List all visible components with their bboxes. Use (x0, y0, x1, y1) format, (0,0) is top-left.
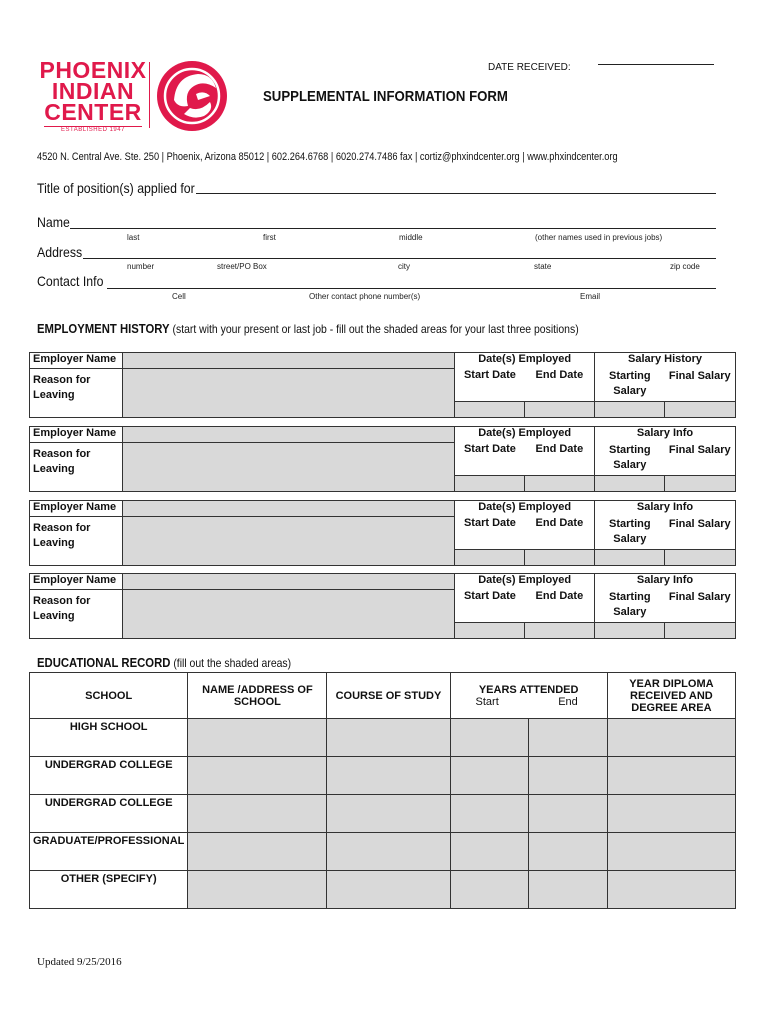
employer-name-field[interactable] (122, 501, 454, 517)
address-field[interactable] (83, 258, 716, 259)
employment-note: (start with your present or last job - fill out the shaded areas for your last three positions) (169, 322, 579, 336)
employer-name-field[interactable] (122, 427, 454, 443)
date-received-field[interactable] (598, 64, 714, 65)
education-heading-row (37, 655, 291, 670)
education-row (30, 871, 736, 909)
address-sub-city: city (398, 262, 410, 271)
start-date-label: Start Date (455, 369, 525, 402)
col-years-label: YEARS ATTENDED (478, 683, 579, 696)
address-label: Address (37, 244, 83, 260)
start-date-field[interactable] (455, 622, 525, 638)
contact-line: 4520 N. Central Ave. Ste. 250 | Phoenix, Arizona 85012 | 602.264.6768 | 6020.274.7486 fax | cortiz@phxindcenter.org | www.phxindcenter.org (37, 151, 618, 163)
education-row-label: HIGH SCHOOL (30, 719, 188, 757)
course-field[interactable] (327, 833, 450, 871)
col-start: Start (475, 695, 499, 708)
logo-line-1: PHOENIX (39, 57, 147, 83)
school-name-field[interactable] (188, 795, 327, 833)
updated-footer: Updated 9/25/2016 (37, 956, 122, 968)
start-date-label: Start Date (455, 517, 525, 550)
name-field[interactable] (70, 228, 716, 229)
end-date-field[interactable] (525, 475, 595, 491)
course-field[interactable] (327, 795, 450, 833)
course-field[interactable] (327, 719, 450, 757)
employer-name-label: Employer Name (30, 353, 123, 369)
logo-line-3: CENTER (44, 99, 142, 125)
final-salary-field[interactable] (665, 401, 736, 417)
years-start-field[interactable] (450, 833, 529, 871)
diploma-field[interactable] (607, 833, 735, 871)
salary-title-text: Salary History (628, 353, 703, 365)
employment-block (29, 573, 736, 639)
final-salary-label: Final Salary (665, 590, 736, 623)
address-sub-zip: zip code (670, 262, 700, 271)
salary-title (595, 574, 736, 590)
name-label: Name (37, 214, 70, 230)
start-date-label: Start Date (455, 590, 525, 623)
education-row (30, 757, 736, 795)
logo-divider (149, 62, 150, 128)
education-row-label: OTHER (SPECIFY) (30, 871, 188, 909)
employment-block (29, 426, 736, 492)
school-name-field[interactable] (188, 719, 327, 757)
years-end-field[interactable] (529, 795, 608, 833)
contact-info-field[interactable] (107, 288, 716, 289)
education-table (29, 672, 736, 909)
salary-title (595, 501, 736, 517)
starting-salary-label: Starting Salary (595, 443, 665, 476)
years-start-field[interactable] (450, 795, 529, 833)
name-sub-middle: middle (399, 233, 423, 242)
employer-name-label: Employer Name (30, 427, 123, 443)
reason-label: Reason for Leaving (30, 369, 123, 418)
diploma-field[interactable] (607, 795, 735, 833)
education-row (30, 833, 736, 871)
salary-title (595, 353, 736, 369)
education-row-label: GRADUATE/PROFESSIONAL (30, 833, 188, 871)
employer-name-label: Employer Name (30, 501, 123, 517)
name-sub-last: last (127, 233, 140, 242)
years-end-field[interactable] (529, 871, 608, 909)
dates-employed-label: Date(s) Employed (455, 427, 595, 443)
final-salary-label: Final Salary (665, 369, 736, 402)
form-title: SUPPLEMENTAL INFORMATION FORM (263, 88, 508, 105)
final-salary-field[interactable] (665, 475, 736, 491)
col-diploma: YEAR DIPLOMA RECEIVED AND DEGREE AREA (607, 673, 735, 719)
salary-title-text: Salary Info (636, 501, 694, 513)
final-salary-field[interactable] (665, 622, 736, 638)
education-row-label: UNDERGRAD COLLEGE (30, 757, 188, 795)
dates-employed-label: Date(s) Employed (455, 574, 595, 590)
employer-name-field[interactable] (122, 574, 454, 590)
start-date-field[interactable] (455, 475, 525, 491)
diploma-field[interactable] (607, 871, 735, 909)
end-date-label: End Date (525, 443, 595, 476)
years-start-field[interactable] (450, 757, 529, 795)
years-end-field[interactable] (529, 719, 608, 757)
col-years (450, 673, 607, 719)
reason-label: Reason for Leaving (30, 590, 123, 639)
logo-established: ESTABLISHED 1947 (61, 127, 125, 133)
name-sub-first: first (263, 233, 276, 242)
reason-field[interactable] (122, 517, 454, 566)
end-date-label: End Date (525, 517, 595, 550)
school-name-field[interactable] (188, 871, 327, 909)
end-date-field[interactable] (525, 622, 595, 638)
final-salary-label: Final Salary (665, 443, 736, 476)
contact-sub-other: Other contact phone number(s) (309, 292, 421, 301)
address-sub-state: state (534, 262, 552, 271)
school-name-field[interactable] (188, 757, 327, 795)
education-row-label: UNDERGRAD COLLEGE (30, 795, 188, 833)
end-date-label: End Date (525, 590, 595, 623)
education-row (30, 719, 736, 757)
starting-salary-label: Starting Salary (595, 590, 665, 623)
education-note: (fill out the shaded areas) (170, 656, 292, 670)
logo-line-2: INDIAN (51, 78, 135, 104)
reason-field[interactable] (122, 369, 454, 418)
reason-field[interactable] (122, 443, 454, 492)
col-years-sub (454, 696, 604, 708)
reason-label: Reason for Leaving (30, 443, 123, 492)
col-school: SCHOOL (30, 673, 188, 719)
course-field[interactable] (327, 871, 450, 909)
logo-emblem-icon (154, 58, 230, 134)
end-date-label: End Date (525, 369, 595, 402)
starting-salary-field[interactable] (595, 622, 665, 638)
employment-heading: EMPLOYMENT HISTORY (37, 321, 170, 336)
contact-sub-cell: Cell (172, 292, 186, 301)
address-sub-number: number (127, 262, 155, 271)
logo (34, 57, 152, 133)
name-sub-other: (other names used in previous jobs) (535, 233, 663, 242)
starting-salary-field[interactable] (595, 549, 665, 565)
reason-field[interactable] (122, 590, 454, 639)
contact-info-label: Contact Info (37, 273, 104, 289)
dates-employed-label: Date(s) Employed (455, 501, 595, 517)
reason-label: Reason for Leaving (30, 517, 123, 566)
final-salary-field[interactable] (665, 549, 736, 565)
title-label: Title of position(s) applied for (37, 180, 195, 196)
years-start-field[interactable] (450, 871, 529, 909)
start-date-field[interactable] (455, 401, 525, 417)
employment-block (29, 500, 736, 566)
end-date-field[interactable] (525, 549, 595, 565)
employer-name-label: Employer Name (30, 574, 123, 590)
employment-block (29, 352, 736, 418)
course-field[interactable] (327, 757, 450, 795)
dates-employed-label: Date(s) Employed (455, 353, 595, 369)
start-date-label: Start Date (455, 443, 525, 476)
col-name-address: NAME /ADDRESS OF SCHOOL (188, 673, 327, 719)
title-field[interactable] (196, 193, 716, 194)
contact-sub-email: Email (580, 292, 601, 301)
salary-title-text: Salary Info (636, 427, 694, 439)
starting-salary-label: Starting Salary (595, 517, 665, 550)
years-start-field[interactable] (450, 719, 529, 757)
col-end: End (558, 695, 578, 708)
employment-heading-row (37, 321, 579, 336)
starting-salary-field[interactable] (595, 475, 665, 491)
diploma-field[interactable] (607, 719, 735, 757)
years-end-field[interactable] (529, 757, 608, 795)
salary-title-text: Salary Info (636, 574, 694, 586)
diploma-field[interactable] (607, 757, 735, 795)
address-sub-street: street/PO Box (217, 262, 267, 271)
salary-title (595, 427, 736, 443)
employer-name-field[interactable] (122, 353, 454, 369)
education-row (30, 795, 736, 833)
starting-salary-label: Starting Salary (595, 369, 665, 402)
starting-salary-field[interactable] (595, 401, 665, 417)
school-name-field[interactable] (188, 833, 327, 871)
date-received-label: DATE RECEIVED: (488, 62, 571, 73)
final-salary-label: Final Salary (665, 517, 736, 550)
years-end-field[interactable] (529, 833, 608, 871)
start-date-field[interactable] (455, 549, 525, 565)
end-date-field[interactable] (525, 401, 595, 417)
col-course: COURSE OF STUDY (327, 673, 450, 719)
education-heading: EDUCATIONAL RECORD (37, 655, 171, 670)
